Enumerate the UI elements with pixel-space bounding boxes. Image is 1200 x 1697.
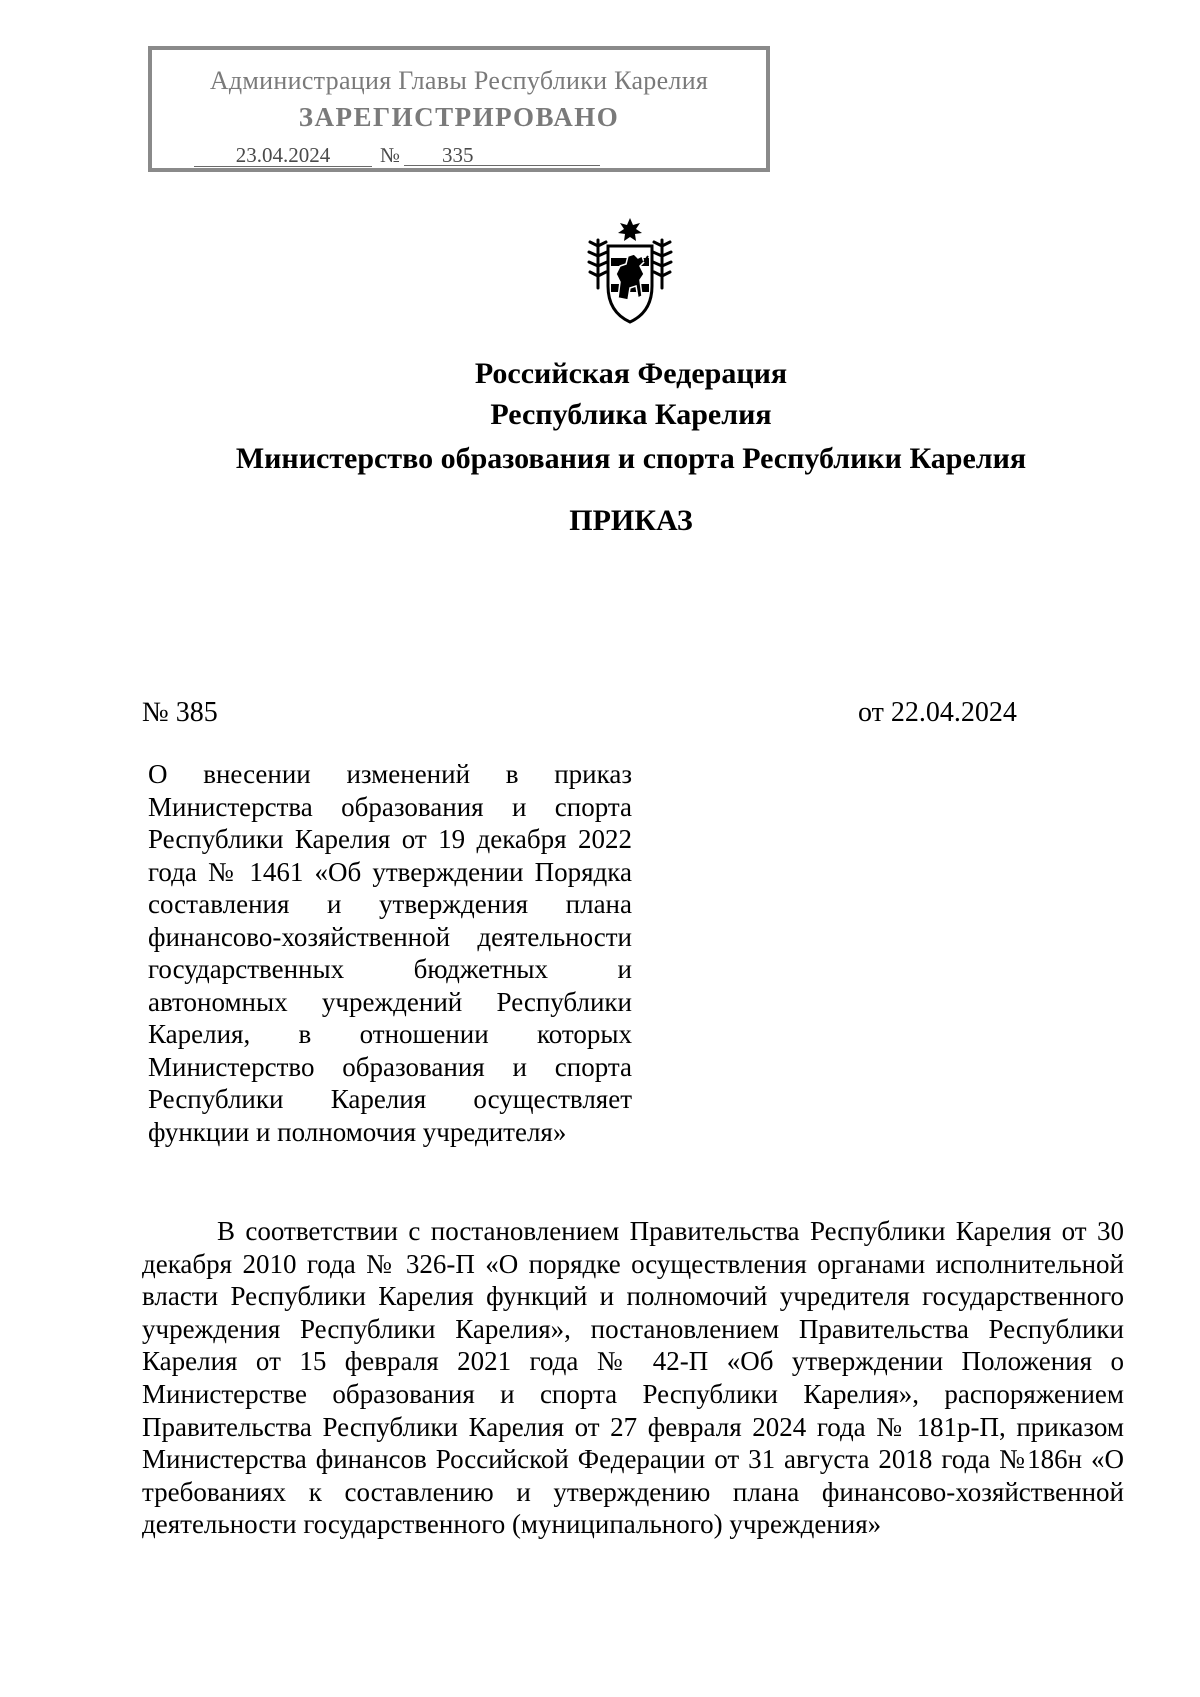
header-region: Республика Карелия [490,398,772,431]
order-date: от 22.04.2024 [858,697,1017,728]
header-ministry: Министерство образования и спорта Республики Карелия [235,442,1027,475]
document-type: ПРИКАЗ [569,504,693,537]
stamp-status: ЗАРЕГИСТРИРОВАНО [298,102,620,132]
karelia-coat-of-arms-icon [584,216,676,326]
registration-stamp [148,46,770,172]
order-preamble: В соответствии с постановлением Правительства Республики Карелия от 30 декабря 2010 года № 326-П «О порядке осуществления органами исполнительной власти Республики Карелия функций и полномочий учредителя государственного учреждения Республики Карелия», постановлением Правительства Республики Карелия от 15 февраля 2021 года № 42-П «Об утверждении Положения о Министерстве образования и спорта Республики Карелия», распоряжением Правительства Республики Карелия от 27 февраля 2024 года № 181р-П, приказом Министерства финансов Российской Федерации от 31 августа 2018 года №186н «О требованиях к составлению и утверждению плана финансово-хозяйственной деятельности государственного (муниципального) учреждения» [142,1216,1124,1540]
header-country: Российская Федерация [474,357,788,390]
order-subject: О внесении изменений в приказ Министерства образования и спорта Республики Карелия от 19 декабря 2022 года № 1461 «Об утверждении Порядка составления и утверждения плана финансово-хозяйственной деятельности государственных бюджетных и автономных учреждений Республики Карелия, в отношении которых Министерство образования и спорта Республики Карелия осуществляет функции и полномочия учредителя» [148,759,632,1147]
stamp-number-label: № [380,143,401,167]
order-number: № 385 [142,697,218,728]
stamp-number: 335 [404,144,600,166]
stamp-date: 23.04.2024 [194,144,372,167]
stamp-organization: Администрация Главы Республики Карелия [209,66,709,95]
